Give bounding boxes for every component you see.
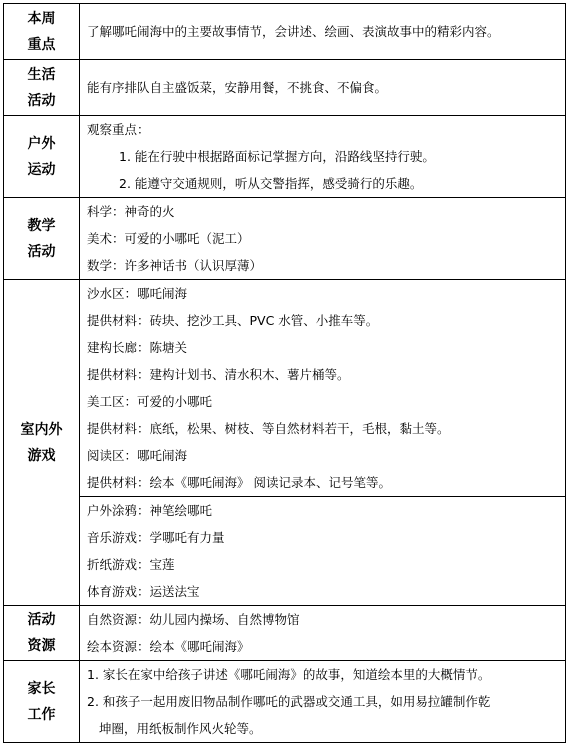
row-outdoor bbox=[4, 116, 566, 198]
games-item: 美工区：可爱的小哪吒 bbox=[87, 394, 213, 409]
label-line: 教学 bbox=[27, 217, 56, 234]
family-item: 1. 家长在家中给孩子讲述《哪吒闹海》的故事，知道绘本里的大概情节。 bbox=[87, 667, 491, 682]
row-life bbox=[4, 60, 566, 116]
games-item: 提供材料：底纸，松果、树枝、等自然材料若干，毛根，黏土等。 bbox=[87, 421, 450, 436]
family-content bbox=[80, 661, 566, 743]
row-focus bbox=[4, 4, 566, 60]
row-label-family bbox=[4, 661, 80, 743]
label-line: 活动 bbox=[27, 243, 56, 260]
outdoor-heading: 观察重点： bbox=[87, 122, 150, 137]
teaching-item: 美术：可爱的小哪吒（泥工） bbox=[87, 231, 250, 246]
row-label-focus bbox=[4, 4, 80, 60]
life-text: 能有序排队自主盛饭菜，安静用餐，不挑食、不偏食。 bbox=[87, 80, 388, 95]
games-item: 建构长廊：陈塘关 bbox=[87, 340, 188, 355]
label-line: 工作 bbox=[27, 706, 56, 723]
teaching-content bbox=[80, 198, 566, 280]
games-item: 户外涂鸦：神笔绘哪吒 bbox=[87, 503, 213, 518]
games-item: 提供材料：砖块、挖沙工具、PVC 水管、小推车等。 bbox=[87, 313, 379, 328]
weekly-plan-table bbox=[3, 3, 566, 743]
label-line: 室内外 bbox=[20, 421, 63, 438]
row-games bbox=[4, 280, 566, 606]
row-label-games bbox=[4, 280, 80, 606]
label-line: 活动 bbox=[27, 612, 56, 628]
label-line: 运动 bbox=[27, 161, 56, 178]
games-content bbox=[80, 280, 566, 606]
games-item: 提供材料：建构计划书、清水积木、薯片桶等。 bbox=[87, 367, 350, 382]
row-family bbox=[4, 661, 566, 743]
games-item: 阅读区：哪吒闹海 bbox=[87, 448, 188, 463]
games-divider bbox=[80, 496, 565, 605]
label-line: 游戏 bbox=[27, 447, 56, 464]
label-line: 本周 bbox=[27, 10, 56, 27]
life-content bbox=[80, 60, 566, 116]
outdoor-item: 1. 能在行驶中根据路面标记掌握方向，沿路线坚持行驶。 bbox=[119, 149, 435, 164]
games-item: 提供材料：绘本《哪吒闹海》 阅读记录本、记号笔等。 bbox=[87, 475, 391, 490]
label-line: 活动 bbox=[27, 92, 56, 109]
teaching-item: 数学：许多神话书（认识厚薄） bbox=[87, 258, 263, 273]
games-item: 折纸游戏：宝莲 bbox=[87, 557, 175, 572]
row-teaching bbox=[4, 198, 566, 280]
family-item: 2. 和孩子一起用废旧物品制作哪吒的武器或交通工具，如用易拉罐制作乾 bbox=[87, 694, 491, 709]
label-line: 重点 bbox=[27, 36, 56, 53]
label-line: 资源 bbox=[27, 638, 56, 654]
resources-item: 绘本资源：绘本《哪吒闹海》 bbox=[87, 639, 250, 654]
row-label-resources bbox=[4, 606, 80, 661]
focus-text: 了解哪吒闹海中的主要故事情节，会讲述、绘画、表演故事中的精彩内容。 bbox=[87, 24, 500, 39]
label-line: 家长 bbox=[27, 680, 56, 697]
focus-content bbox=[80, 4, 566, 60]
resources-item: 自然资源：幼儿园内操场、自然博物馆 bbox=[87, 612, 300, 627]
label-line: 户外 bbox=[27, 135, 56, 152]
games-item: 音乐游戏：学哪吒有力量 bbox=[87, 530, 225, 545]
row-resources bbox=[4, 606, 566, 661]
row-label-life bbox=[4, 60, 80, 116]
family-item: 坤圈，用纸板制作风火轮等。 bbox=[99, 721, 262, 736]
outdoor-content bbox=[80, 116, 566, 198]
games-item: 沙水区：哪吒闹海 bbox=[87, 286, 188, 301]
row-label-teaching bbox=[4, 198, 80, 280]
resources-content bbox=[80, 606, 566, 661]
row-label-outdoor bbox=[4, 116, 80, 198]
teaching-item: 科学：神奇的火 bbox=[87, 204, 175, 219]
outdoor-item: 2. 能遵守交通规则，听从交警指挥，感受骑行的乐趣。 bbox=[119, 176, 423, 191]
games-item: 体育游戏：运送法宝 bbox=[87, 584, 200, 599]
label-line: 生活 bbox=[27, 66, 56, 83]
